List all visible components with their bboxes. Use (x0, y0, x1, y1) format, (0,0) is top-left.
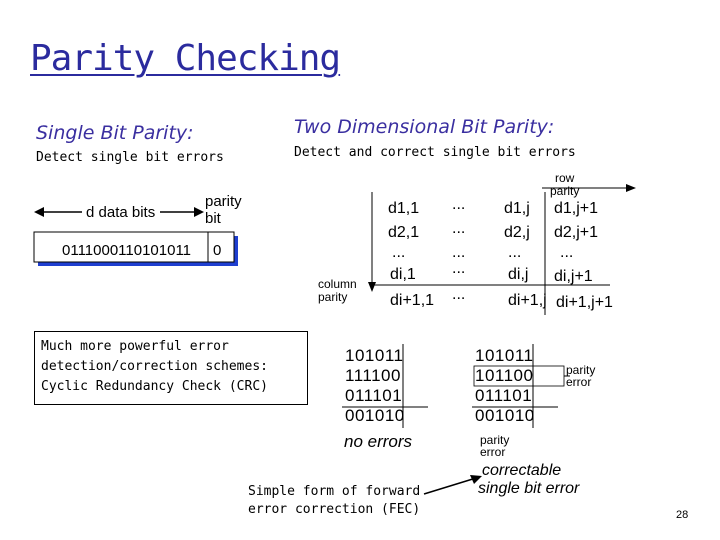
matrix-cell: ... (452, 260, 466, 277)
no-errors-label: no errors (344, 432, 413, 451)
matrix-cell: d2,1 (388, 224, 420, 241)
bit-row: 011101 (475, 386, 533, 405)
matrix-cell: di,j+1 (554, 268, 593, 285)
parity-bit-label-line1: parity (205, 193, 242, 210)
column-parity-line1: column (318, 277, 357, 291)
bit-row: 101011 (345, 346, 404, 365)
matrix-cell: ... (452, 244, 466, 261)
correctable-label (478, 462, 579, 498)
bit-row: 001010 (475, 406, 535, 425)
two-dim-subheading: Detect and correct single bit errors (294, 145, 576, 160)
parity-bit-label (205, 193, 242, 227)
single-bit-heading: Single Bit Parity: (36, 122, 194, 144)
parity-error-right-line1: parity (566, 363, 596, 377)
row-parity-line1: row (555, 171, 575, 185)
parity-error-right (566, 364, 595, 388)
correctable-line2: single bit error (478, 480, 580, 497)
matrix-cell: ... (560, 244, 574, 261)
matrix-cell: d1,1 (388, 200, 420, 217)
crc-box (34, 331, 308, 405)
parity-error-bottom-line2: error (480, 445, 506, 459)
matrix-cell: ... (452, 196, 466, 213)
matrix-cell: d2,j+1 (554, 224, 599, 241)
matrix-cell: d2,j (504, 224, 530, 241)
parity-bit-label-line2: bit (205, 210, 221, 227)
fec-line-1: Simple form of forward (248, 484, 421, 499)
parity-bit-value: 0 (213, 242, 222, 259)
two-dim-heading: Two Dimensional Bit Parity: (294, 116, 555, 138)
bit-row: 111100 (345, 366, 401, 385)
parity-error-bottom (480, 434, 509, 458)
slide-title: Parity Checking (30, 38, 341, 79)
matrix-cell: di,j (508, 266, 529, 283)
matrix-cell: ... (508, 244, 522, 261)
page-number: 28 (676, 509, 689, 521)
matrix-cell: ... (452, 220, 466, 237)
matrix-cell: d1,j+1 (554, 200, 599, 217)
bit-row: 001010 (345, 406, 405, 425)
error-matrix-lines (466, 340, 576, 435)
parity-error-bottom-line1: parity (480, 433, 510, 447)
fec-note (248, 483, 420, 519)
fec-line-2: error correction (FEC) (248, 502, 421, 517)
matrix-cell: ... (452, 286, 466, 303)
data-bits-value: 0111000110101011 (62, 242, 192, 259)
column-parity-line2: parity (318, 290, 348, 304)
crc-line-3: Cyclic Redundancy Check (CRC) (41, 379, 268, 394)
matrix-cell: di+1,1 (390, 292, 435, 309)
bit-row: 101100 (475, 366, 534, 385)
matrix-cell: di+1,j+1 (556, 294, 613, 311)
correctable-line1: correctable (482, 462, 562, 479)
crc-line-1: Much more powerful error (41, 339, 229, 354)
matrix-cell: di+1,j (508, 292, 547, 309)
row-parity-line2: parity (550, 184, 580, 198)
column-parity-label (318, 278, 357, 304)
no-error-matrix-lines (336, 340, 436, 435)
single-bit-subheading: Detect single bit errors (36, 150, 224, 165)
bit-row: 101011 (475, 346, 534, 365)
matrix-cell: ... (392, 244, 406, 261)
matrix-cell: di,1 (390, 266, 416, 283)
fec-arrow (420, 470, 490, 500)
row-parity-label (550, 172, 579, 198)
matrix-cell: d1,j (504, 200, 530, 217)
bit-row: 011101 (345, 386, 403, 405)
crc-line-2: detection/correction schemes: (41, 359, 268, 374)
parity-error-right-line2: error (566, 375, 592, 389)
data-bits-label: d data bits (86, 204, 156, 221)
